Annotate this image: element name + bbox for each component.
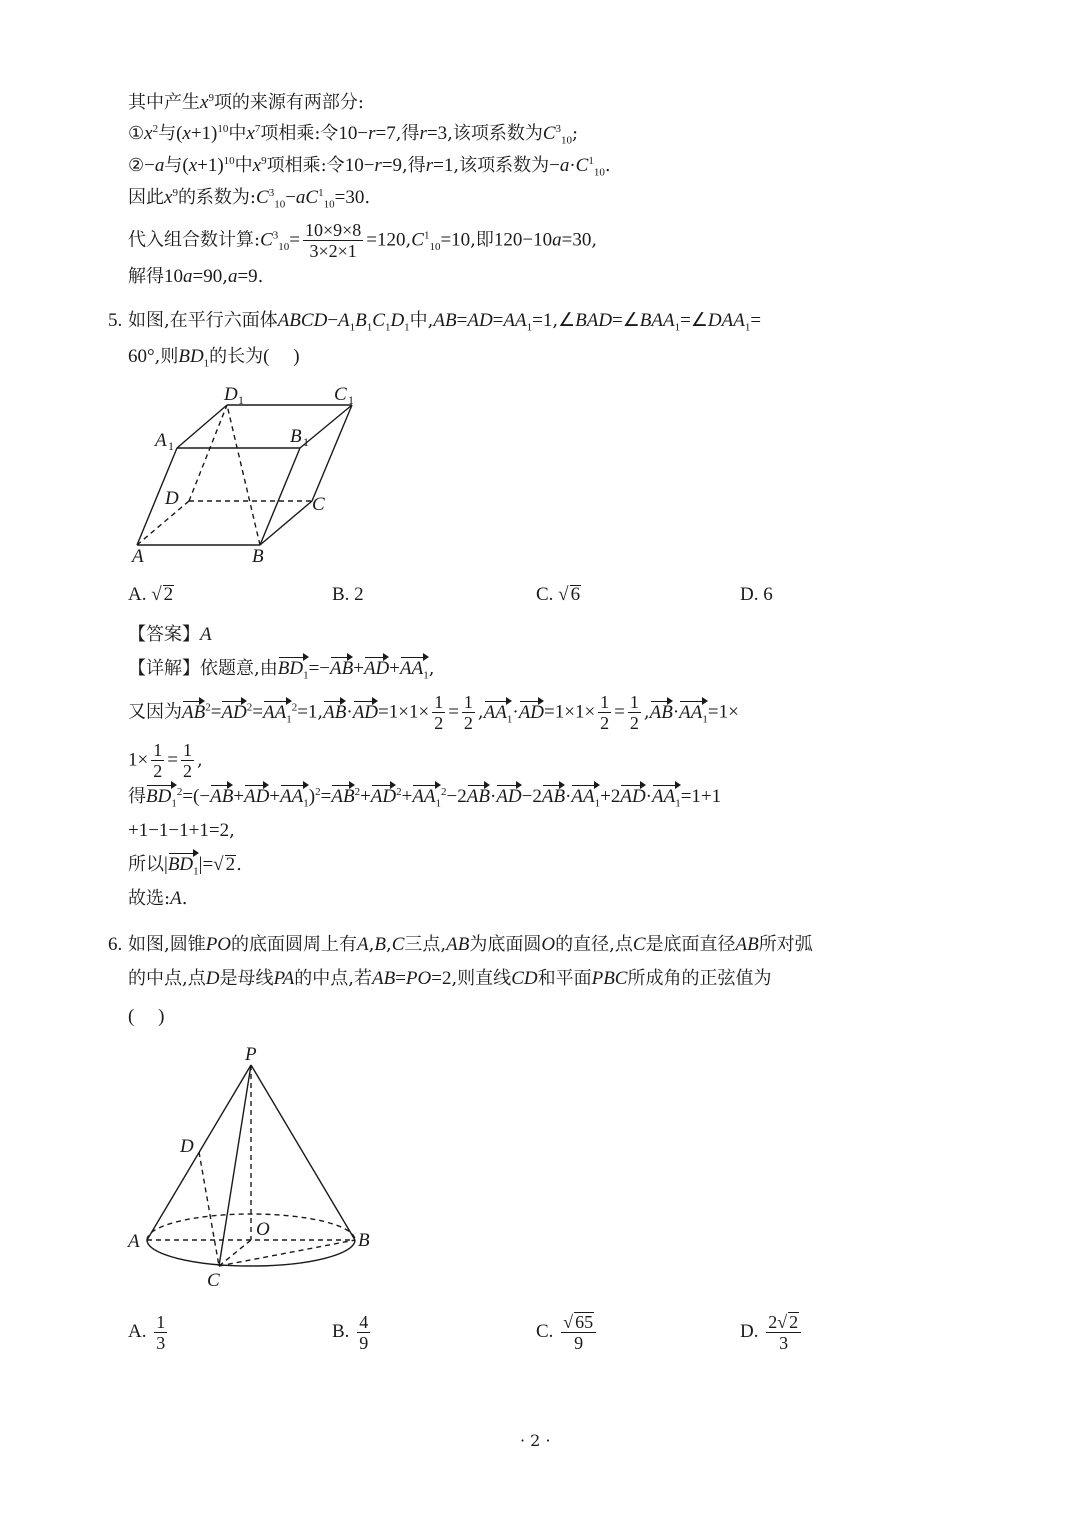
q5-detail-2: 又因为$AB^2=AD^2=AA_1^2=1,AB\cdot AD=1\times 1\times$ $\frac{1}{2}$ = $\frac{1}{2}$ $,AA_1\cdot AD=1\times 1\times$ $\frac{1}{2}$ = $\frac{1}{2}$ $,AB\cdot AA_1=1\times$ — [128, 692, 739, 733]
label-o: O — [256, 1219, 270, 1240]
label-a1: A — [155, 430, 167, 451]
solution4-calc: 代入组合数计算$:C^3_{10}=$ $\frac{10\times 9\times 8}{3\times 2\times 1}$ $=120,C^1_{10}=10$,即120−10a=30, — [128, 220, 598, 261]
label-a: A — [128, 1231, 140, 1252]
svg-text:1: 1 — [303, 435, 309, 449]
q5-detail-5: +1−1−1+1=2, — [128, 820, 235, 841]
svg-text:1: 1 — [348, 393, 354, 407]
q6-stem-line2: 的中点,点D是母线PA的中点,若AB=PO=2,则直线CD和平面PBC所成角的正弦值为 — [128, 968, 772, 989]
q5-detail-7: 故选:A. — [128, 888, 188, 909]
q5-option-c: C. √ 6 — [536, 584, 581, 605]
q5-detail-3: 1× $\frac{1}{2}$ = $\frac{1}{2}$ , — [128, 740, 203, 781]
label-a: A — [132, 546, 144, 567]
svg-text:1: 1 — [168, 439, 174, 453]
solution4-intro: 其中产生$x^9$项的来源有两部分: — [128, 92, 365, 113]
q5-detail-6: 所以$|BD_1|=√$ 2. — [128, 854, 242, 878]
label-b1: B — [290, 426, 302, 447]
q5-option-a: A. √ 2 — [128, 584, 174, 605]
parallelepiped-figure — [120, 378, 380, 578]
label-c1: C — [334, 384, 347, 405]
q5-detail-1: 【详解】依题意,由$BD_1=-AB+AD+AA_1$, — [128, 658, 435, 682]
label-c: C — [312, 494, 325, 515]
svg-text:1: 1 — [238, 393, 244, 407]
label-p: P — [245, 1044, 257, 1065]
q5-option-d: D. 6 — [740, 584, 773, 605]
solution4-part1: $①x^2$与$(x+1)^{10}$中$x^7$项相乘:令10−r=7,得r=3,该项系数为$C^3_{10}$; — [128, 123, 579, 147]
label-b: B — [252, 546, 264, 567]
label-c: C — [207, 1270, 220, 1291]
q5-answer: 【答案】A — [128, 624, 212, 645]
page-number: · 2 · — [520, 1431, 551, 1450]
q6-option-c: C. $\frac{√ 65}{9}$ — [536, 1312, 599, 1353]
solution4-result: 解得10a=90,a=9. — [128, 266, 264, 287]
label-d1: D — [224, 384, 238, 405]
q6-stem-line1: 6. 如图,圆锥PO的底面圆周上有A,B,C三点,AB为底面圆O的直径,点C是底面直径AB所对弧 — [108, 934, 813, 955]
q5-detail-4: 得$BD_1^2=(-AB+AD+AA_1)^2=AB^2+AD^2+AA_1^2-2AB\cdot AD-2AB\cdot AA_1+2AD\cdot AA_1=1+1$ — [128, 786, 722, 810]
q5-stem-line1: 5. 如图,在平行六面体$ABCD-A_1B_1C_1D_1$中$,AB=AD=AA_1=1,\angle BAD=\angle BAA_1=\angle DAA_1=$ — [108, 310, 762, 334]
q5-option-b: B. 2 — [332, 584, 364, 605]
label-d: D — [165, 488, 179, 509]
solution4-coef: 因此$x^9$的系数为$:C^3_{10}-aC^1_{10}=30$. — [128, 187, 371, 211]
cone-figure — [120, 1040, 390, 1300]
q6-option-b: B. $\frac{4}{9}$ — [332, 1312, 369, 1353]
label-d: D — [180, 1136, 194, 1157]
q6-option-a: A. $\frac{1}{3}$ — [128, 1312, 166, 1353]
solution4-part2: ②−a与$(x+1)^{10}$中$x^9$项相乘:令10−r=9,得r=1,该项系数为$-a\cdot C^1_{10}$. — [128, 155, 611, 179]
label-b: B — [358, 1230, 370, 1251]
q5-stem-line2: 60°,则$BD_1$的长为( ) — [128, 346, 300, 370]
q6-stem-line3: ( ) — [128, 1006, 165, 1027]
q6-option-d: D. $\frac{2√ 2}{3}$ — [740, 1312, 804, 1353]
